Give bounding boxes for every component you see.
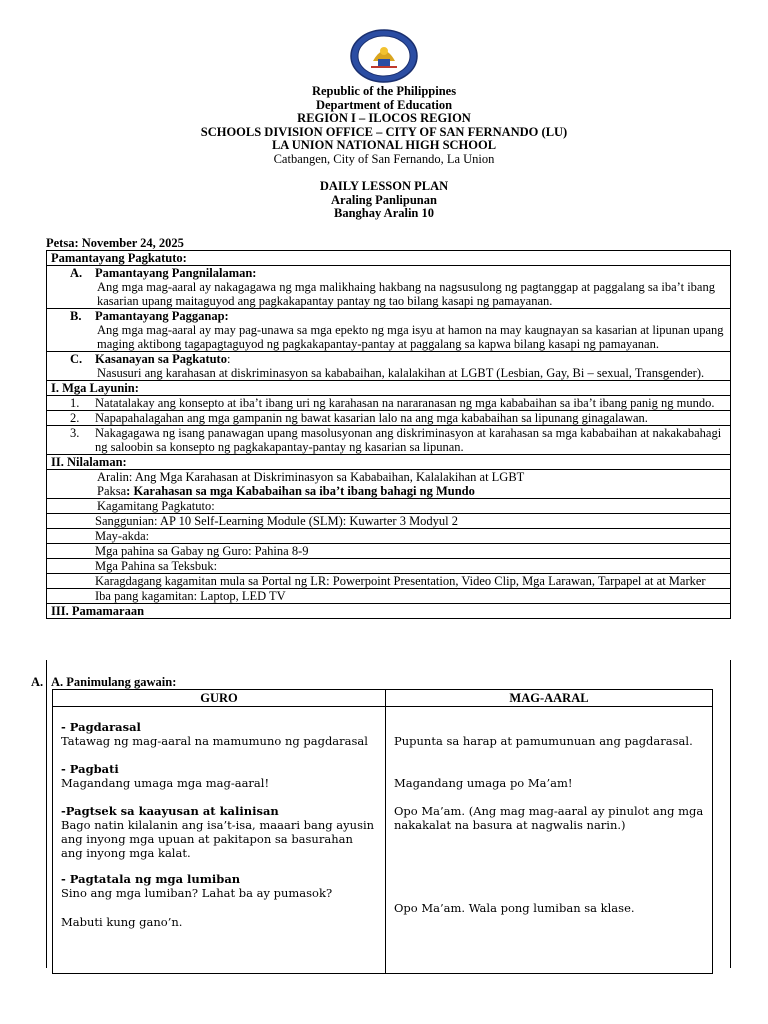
layunin-number: 3. [70, 426, 80, 440]
guro-item-title: - Pagbati [61, 762, 119, 776]
table-right-border [730, 660, 731, 968]
table-row [47, 396, 731, 411]
nilalaman-aralin-paksa [47, 470, 731, 499]
table-row [47, 251, 731, 266]
table-row [47, 470, 731, 499]
layunin-number: 2. [70, 411, 80, 425]
table-row [47, 604, 731, 619]
gabay-text: Mga pahina sa Gabay ng Guro: Pahina 8-9 [47, 544, 731, 559]
col-header-mag-aaral: MAG-AARAL [386, 690, 713, 707]
pamantayan-c-label: Kasanayan sa Pagkatuto [95, 352, 227, 366]
layunin-item-1 [47, 396, 731, 411]
guro-item-text: Tatawag ng mag-aaral na mamumuno ng pagdarasal [61, 734, 368, 748]
table-row [47, 514, 731, 529]
panimula-marker: A. [31, 675, 44, 689]
activity-table [52, 689, 713, 974]
col-header-guro: GURO [53, 690, 386, 707]
may-akda-text: May-akda: [47, 529, 731, 544]
pamantayan-c-text: Nasusuri ang karahasan at diskriminasyon sa kababaihan, kalalakihan at LGBT (Lesbian, Gay, Bi – sexual, Transgender). [97, 366, 705, 380]
table-row [47, 559, 731, 574]
header-block [0, 85, 768, 166]
guro-item-kaayusan [61, 804, 378, 860]
nilalaman-heading: II. Nilalaman: [47, 455, 731, 470]
table-row [47, 266, 731, 309]
table-row [47, 529, 731, 544]
mag-aaral-response: Pupunta sa harap at pamumunuan ang pagdarasal. [394, 734, 693, 748]
pamantayan-a-text: Ang mga mag-aaral ay nakagagawa ng mga malikhaing hakbang na nagsusulong ng pagtanggap at paggalang sa iba’t ibang kasarian upang maitaguyod ang pagkakapantay pantay ng tao bilang kasapi ng pamayanan. [97, 280, 715, 308]
guro-item-text: Bago natin kilalanin ang isa’t-isa, maaari bang ayusin ang inyong mga upuan at pakitapon sa basurahan ang inyong mga kalat. [61, 818, 375, 860]
layunin-number: 1. [70, 396, 80, 410]
guro-item-title: - Pagtatala ng mga lumiban [61, 872, 241, 886]
table-row [47, 381, 731, 396]
marker-b: B. [70, 309, 82, 323]
mag-aaral-column [386, 707, 713, 974]
mag-aaral-response: Opo Ma’am. (Ang mag mag-aaral ay pinulot ang mga nakakalat na basura at nagwalis narin.) [394, 804, 704, 832]
guro-item-pagbati [61, 762, 378, 790]
table-header-row [53, 690, 713, 707]
guro-item-text: Mabuti kung gano’n. [61, 915, 183, 929]
pamantayan-b-text: Ang mga mag-aaral ay may pag-unawa sa mga epekto ng mga isyu at hamon na may kaugnayan sa kasarian at lipunan upang maging aktibong tagapagtaguyod ng pagkakapantay-pantay at paggalang sa kapwa bilang kasapi ng pamayanan. [97, 323, 724, 351]
doc-title: DAILY LESSON PLAN [319, 179, 449, 193]
paksa-line [97, 484, 730, 498]
guro-item-lumiban [61, 872, 378, 900]
layunin-text: Napapahalagahan ang mga gampanin ng bawat kasarian lalo na ang mga kababaihan sa lipunang ginagalawan. [95, 411, 648, 425]
table-row [47, 411, 731, 426]
lesson-plan-table [46, 250, 731, 619]
table-row [47, 544, 731, 559]
header-republic: Republic of the Philippines [311, 84, 457, 98]
pamantayan-b-label: Pamantayang Pagganap: [95, 309, 229, 323]
sanggunian-text: Sanggunian: AP 10 Self-Learning Module (SLM): Kuwarter 3 Modyul 2 [47, 514, 731, 529]
layunin-text: Natatalakay ang konsepto at iba’t ibang uri ng karahasan na nararanasan ng mga kababaihan sa iba’t ibang panig ng mundo. [95, 396, 715, 410]
guro-item-title: - Pagdarasal [61, 720, 141, 734]
kagamitan-heading: Kagamitang Pagkatuto: [47, 499, 731, 514]
teksbuk-text: Mga Pahina sa Teksbuk: [47, 559, 731, 574]
layunin-text: Nakagagawa ng isang panawagan upang masolusyonan ang diskriminasyon at karahasan sa mga kababaihan at nakakabahagi ng saloobin sa konsepto ng pagkakapantay-pantay ng kasarian sa lipunan. [95, 426, 722, 454]
date-label: Petsa: November 24, 2025 [46, 236, 184, 250]
title-block [0, 180, 768, 221]
table-row [47, 426, 731, 455]
paksa-label: Paksa [97, 484, 127, 498]
layunin-item-2 [47, 411, 731, 426]
marker-c: C. [70, 352, 83, 366]
doc-subject: Araling Panlipunan [331, 192, 437, 207]
paksa-text: : Karahasan sa mga Kababaihan sa iba’t ibang bahagi ng Mundo [126, 484, 475, 498]
table-left-border [46, 660, 47, 968]
karagdagan-text: Karagdagang kagamitan mula sa Portal ng LR: Powerpoint Presentation, Video Clip, Mga Larawan, Tarpapel at at Marker [47, 574, 731, 589]
table-row [47, 309, 731, 352]
mag-aaral-response: Opo Ma’am. Wala pong lumiban sa klase. [394, 901, 635, 915]
guro-item-mabuti [61, 915, 378, 929]
pamantayan-a [47, 266, 731, 309]
table-row [53, 707, 713, 974]
table-row [47, 589, 731, 604]
layunin-heading: I. Mga Layunin: [47, 381, 731, 396]
header-address: Catbangen, City of San Fernando, La Union [273, 151, 495, 166]
header-school: LA UNION NATIONAL HIGH SCHOOL [271, 138, 497, 152]
doc-grade: Banghay Aralin 10 [333, 206, 435, 220]
deped-seal-logo [349, 29, 419, 83]
pamantayan-heading: Pamantayang Pagkatuto: [47, 251, 731, 266]
guro-item-title: -Pagtsek sa kaayusan at kalinisan [61, 804, 279, 818]
header-department: Department of Education [315, 97, 453, 112]
header-region: REGION I – ILOCOS REGION [297, 111, 471, 125]
aralin-text: Aralin: Ang Mga Karahasan at Diskriminasyon sa Kababaihan, Kalalakihan at LGBT [97, 470, 525, 484]
table-row [47, 499, 731, 514]
pamamaraan-heading: III. Pamamaraan [47, 604, 731, 619]
pamantayan-b [47, 309, 731, 352]
guro-item-pagdarasal [61, 720, 378, 748]
pamantayan-c-colon: : [226, 352, 231, 366]
mag-aaral-response: Magandang umaga po Ma’am! [394, 776, 573, 790]
header-division: SCHOOLS DIVISION OFFICE – CITY OF SAN FERNANDO (LU) [200, 124, 568, 139]
guro-item-text: Sino ang mga lumiban? Lahat ba ay pumasok? [61, 886, 333, 900]
marker-a: A. [70, 266, 83, 280]
panimula-label: A. Panimulang gawain: [51, 675, 177, 689]
iba-pa-text: Iba pang kagamitan: Laptop, LED TV [47, 589, 731, 604]
table-row [47, 574, 731, 589]
guro-item-text: Magandang umaga mga mag-aaral! [61, 776, 270, 790]
table-row [47, 455, 731, 470]
table-row [47, 352, 731, 381]
guro-column [53, 707, 386, 974]
pamantayan-a-label: Pamantayang Pangnilalaman: [95, 266, 257, 280]
pamantayan-c [47, 352, 731, 381]
layunin-item-3 [47, 426, 731, 455]
